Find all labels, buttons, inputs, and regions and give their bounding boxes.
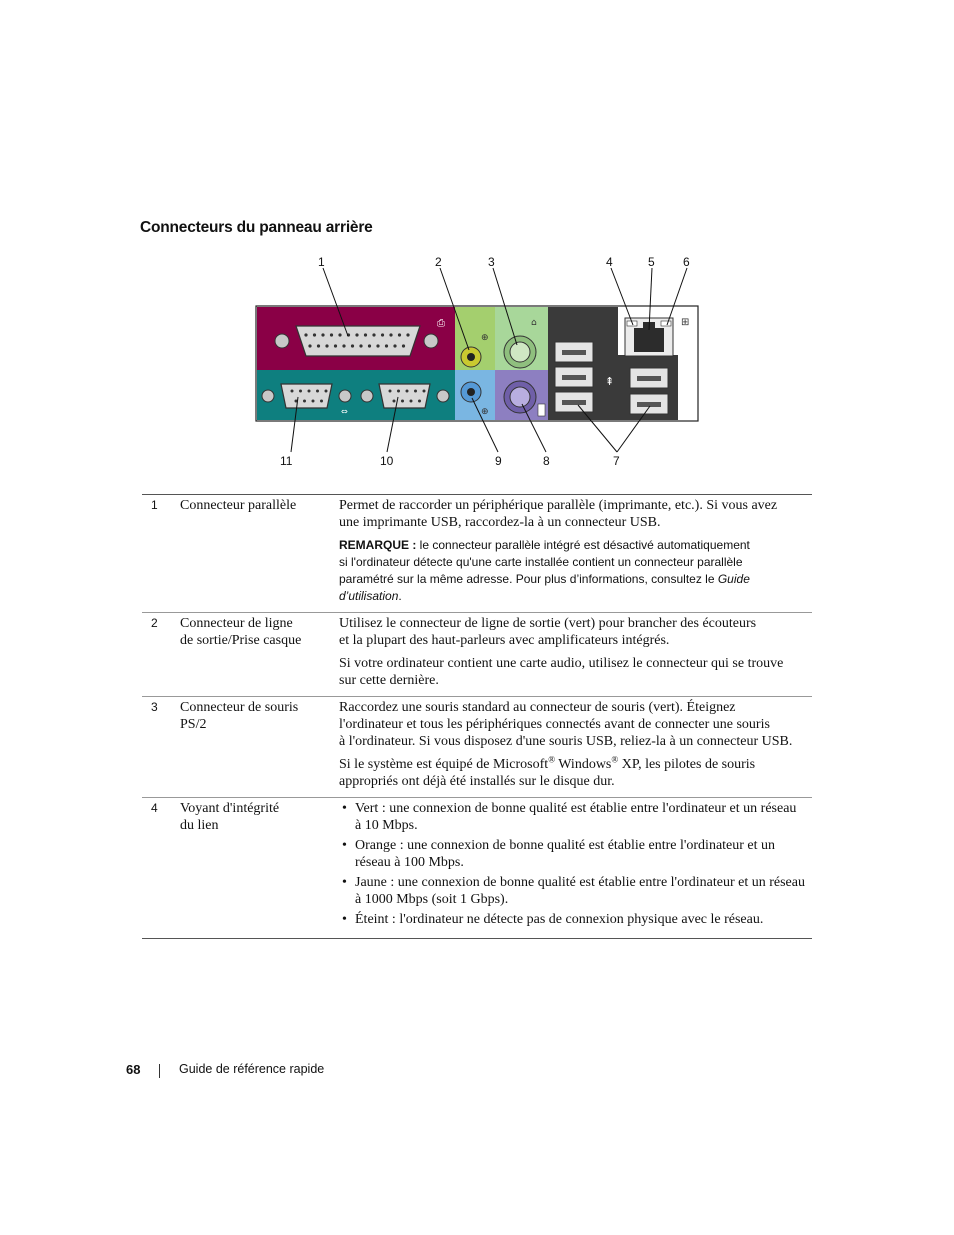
link-status-list (339, 800, 811, 928)
pin (312, 400, 315, 403)
footer-title: Guide de référence rapide (179, 1062, 325, 1076)
keyboard-port-inner (510, 387, 530, 407)
pin (414, 390, 417, 393)
mouse-icon: ⌂ (531, 318, 537, 328)
callout-1: 1 (318, 255, 325, 269)
table-row (142, 613, 812, 697)
pin (423, 390, 426, 393)
pin (372, 333, 375, 336)
callout-9: 9 (495, 454, 502, 468)
table-row (142, 697, 812, 798)
list-item: • Orange : une connexion de bonne qualité est établie entre l'ordinateur et un réseau à 100 Mbps. (339, 837, 811, 871)
pin (406, 390, 409, 393)
pin (308, 390, 311, 393)
row-number: 4 (142, 798, 179, 939)
line-in-icon: ⊕ (481, 407, 489, 417)
callout-5: 5 (648, 255, 655, 269)
pin (334, 344, 337, 347)
pin (418, 400, 421, 403)
description-paragraph: Si votre ordinateur contient une carte audio, utilisez le connecteur qui se trouve sur cette dernière. (339, 656, 784, 688)
footer-divider (159, 1064, 160, 1078)
pin (397, 390, 400, 393)
list-item: • Éteint : l'ordinateur ne détecte pas de connexion physique avec le réseau. (339, 911, 811, 928)
pin (368, 344, 371, 347)
description-paragraph: Utilisez le connecteur de ligne de sortie (vert) pour brancher des écouteurs et la plupart des haut-parleurs avec amplificateurs intégrés. (339, 616, 757, 648)
serial-icon: ⇔ (341, 407, 348, 416)
screw-icon (275, 334, 289, 348)
pin (398, 333, 401, 336)
pin (359, 344, 362, 347)
row-number: 2 (142, 613, 179, 697)
connector-name: Connecteur de ligne de sortie/Prise casque (179, 613, 339, 697)
pin (389, 333, 392, 336)
pin (342, 344, 345, 347)
pin (317, 344, 320, 347)
pin (316, 390, 319, 393)
pin (364, 333, 367, 336)
connector-table (142, 494, 812, 939)
connector-name: Voyant d'intégrité du lien (179, 798, 339, 939)
connector-name: Connecteur parallèle (180, 498, 297, 513)
pin (406, 333, 409, 336)
pin (389, 390, 392, 393)
printer-icon: ⎙ (437, 318, 445, 329)
row-number: 1 (151, 498, 158, 512)
pin (393, 400, 396, 403)
description-paragraph: Permet de raccorder un périphérique parallèle (imprimante, etc.). Si vous avez une imprimante USB, raccordez-la à un connecteur USB. (339, 498, 778, 530)
pin (330, 333, 333, 336)
screw-icon (424, 334, 438, 348)
pin (321, 333, 324, 336)
pin (308, 344, 311, 347)
callout-4: 4 (606, 255, 613, 269)
pin (304, 333, 307, 336)
description-paragraph: Si le système est équipé de Microsoft® Windows® XP, les pilotes de souris appropriés ont déjà été installés sur le disque dur. (339, 754, 756, 789)
table-row (142, 495, 812, 613)
pin (299, 390, 302, 393)
connector-description (339, 697, 812, 798)
connector-name: Connecteur de souris PS/2 (179, 697, 339, 798)
pin (303, 400, 306, 403)
table-row (142, 798, 812, 939)
connector-description (339, 613, 812, 697)
line-in-hole (467, 388, 475, 396)
callout-7: 7 (613, 454, 620, 468)
connector-description (339, 495, 812, 613)
usb-icon: ⇞ (605, 375, 615, 388)
parallel-port (296, 326, 420, 356)
pin (355, 333, 358, 336)
description-paragraph: Raccordez une souris standard au connecteur de souris (vert). Éteignez l'ordinateur et tous les périphériques connectés avant de connecter une souris à l'ordinateur. Si vous disposez d'une souris USB, reliez-la à un connecteur USB. (339, 700, 793, 749)
callout-6: 6 (683, 255, 690, 269)
callout-8: 8 (543, 454, 550, 468)
connector-description (339, 798, 812, 939)
list-item: • Vert : une connexion de bonne qualité est établie entre l'ordinateur et un réseau à 10 Mbps. (339, 800, 811, 834)
pin (376, 344, 379, 347)
row-number: 3 (142, 697, 179, 798)
pin (313, 333, 316, 336)
pin (291, 390, 294, 393)
note: REMARQUE : le connecteur parallèle intégré est désactivé automatiquement si l'ordinateur détecte qu'une carte installée contient un connecteur parallèle paramétré sur la même adresse. Pour plus d’informations, consultez le Guide d’utilisation. (339, 538, 750, 603)
pin (401, 400, 404, 403)
pin (320, 400, 323, 403)
activity-led (661, 321, 671, 326)
keyboard-icon (538, 404, 545, 416)
callout-10: 10 (380, 454, 394, 468)
callout-3: 3 (488, 255, 495, 269)
pin (351, 344, 354, 347)
pin (385, 344, 388, 347)
mouse-port-inner (510, 342, 530, 362)
line-out-hole (467, 353, 475, 361)
headphone-icon: ⊕ (481, 333, 489, 343)
usb-stack-left (555, 342, 593, 412)
callout-2: 2 (435, 255, 442, 269)
back-panel-figure (0, 0, 954, 480)
page-number: 68 (126, 1062, 141, 1077)
callout-11: 11 (280, 454, 293, 468)
pin (393, 344, 396, 347)
section-heading: Connecteurs du panneau arrière (140, 219, 373, 236)
pin (381, 333, 384, 336)
network-icon: ⊞ (681, 317, 690, 328)
pin (402, 344, 405, 347)
pin (338, 333, 341, 336)
list-item: • Jaune : une connexion de bonne qualité est établie entre l'ordinateur et un réseau à 1000 Mbps (soit 1 Gbps). (339, 874, 811, 908)
pin (325, 390, 328, 393)
pin (410, 400, 413, 403)
pin (325, 344, 328, 347)
